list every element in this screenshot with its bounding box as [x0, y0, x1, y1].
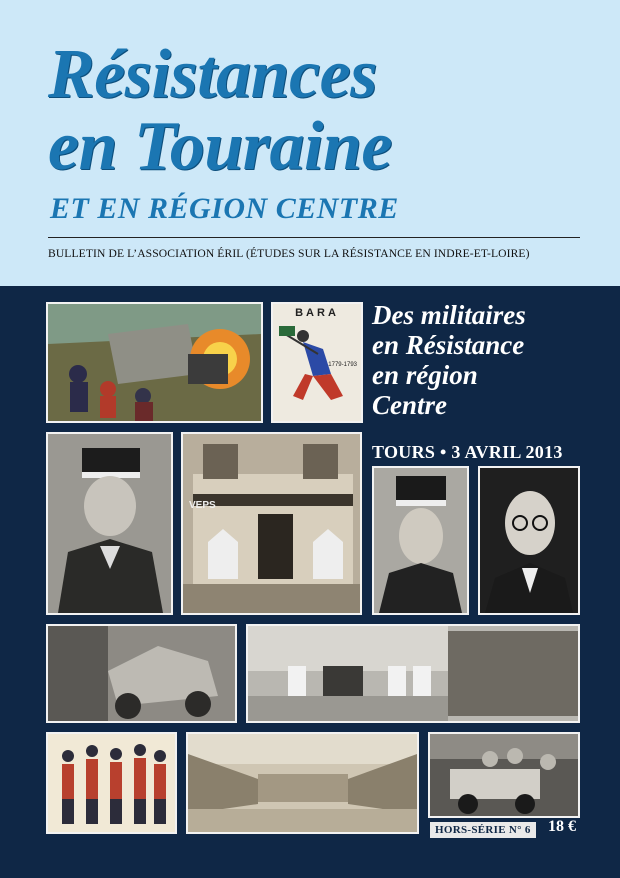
photo-civilian-portrait — [478, 466, 580, 615]
headline-line-4: Centre — [372, 390, 448, 420]
photo-officer-portrait-1 — [46, 432, 173, 615]
officer-silhouette-1 — [48, 434, 171, 613]
headline-line-1: Des militaires — [372, 300, 526, 330]
jeep-drawing — [430, 734, 578, 816]
magazine-subtitle: ET EN RÉGION CENTRE — [50, 192, 399, 225]
photo-tours-building — [181, 432, 362, 615]
armored-car-drawing — [48, 626, 235, 721]
poster-years: 1779-1793 — [328, 362, 357, 368]
soldiers-drawing — [48, 734, 175, 832]
photo-bara-poster — [271, 302, 363, 423]
headline-line-3: en région — [372, 360, 478, 390]
photo-jeep-crowd — [428, 732, 580, 818]
photo-soldiers-illustration — [46, 732, 177, 834]
officer-silhouette-2 — [374, 468, 467, 613]
price-label: 18 € — [548, 818, 576, 835]
photo-checkpoint — [246, 624, 580, 723]
bulletin-line: BULLETIN DE L’ASSOCIATION ÉRIL (ÉTUDES SUR LA RÉSISTANCE EN INDRE-ET-LOIRE) — [48, 247, 530, 260]
photo-officer-portrait-2 — [372, 466, 469, 615]
photo-armored-car — [46, 624, 237, 723]
barracks-drawing — [188, 734, 417, 832]
combat-scene-drawing — [48, 304, 261, 421]
checkpoint-drawing — [248, 626, 578, 721]
magazine-title-line-2: en Touraine — [48, 108, 392, 185]
photo-combat-illustration — [46, 302, 263, 423]
event-date: TOURS • 3 AVRIL 2013 — [372, 442, 563, 462]
photo-barracks-courtyard — [186, 732, 419, 834]
civilian-silhouette — [480, 468, 578, 613]
headline-line-2: en Résistance — [372, 330, 525, 360]
feature-headline — [372, 300, 602, 420]
magazine-title-line-1: Résistances — [48, 36, 377, 113]
poster-header: BARA — [295, 307, 339, 319]
building-drawing — [183, 434, 360, 613]
masthead-divider — [48, 237, 580, 238]
hors-serie-badge: HORS-SÉRIE N° 6 — [430, 822, 536, 838]
building-sign: VEPS — [189, 500, 216, 511]
masthead-area — [0, 0, 620, 286]
